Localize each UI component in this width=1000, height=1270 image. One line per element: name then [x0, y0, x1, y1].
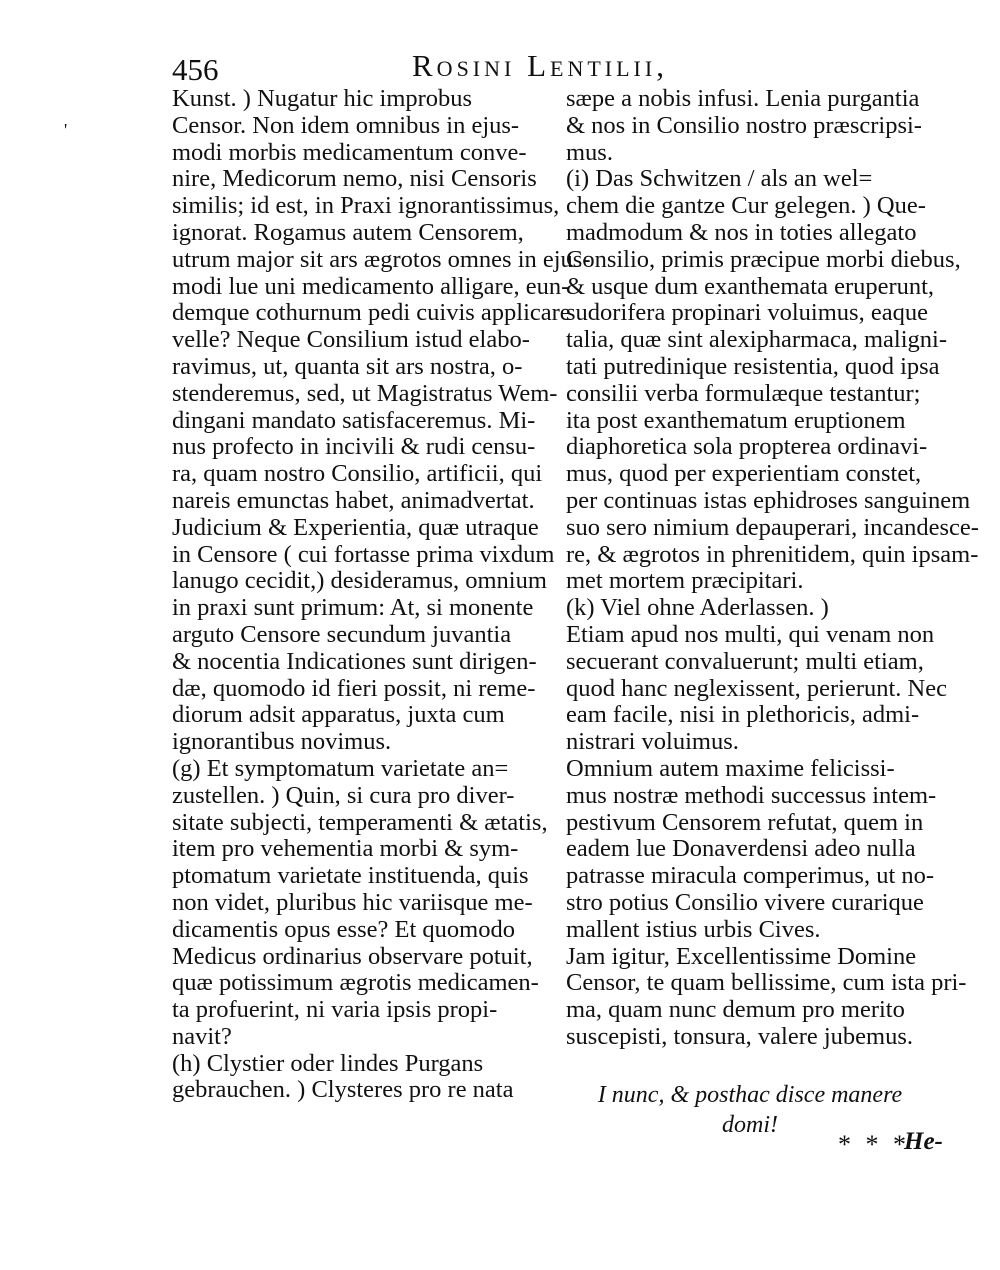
- text-line: sudorifera propinari voluimus, eaque: [566, 299, 928, 327]
- text-line: lanugo cecidit,) desideramus, omnium: [172, 567, 547, 595]
- text-line: consilii verba formulæque testantur;: [566, 379, 921, 407]
- text-line: modi morbis medicamentum conve-: [172, 138, 527, 166]
- text-line: eadem lue Donaverdensi adeo nulla: [566, 835, 916, 863]
- text-line: suscepisti, tonsura, valere jubemus.: [566, 1022, 914, 1050]
- text-line: dæ, quomodo id fieri possit, ni reme-: [172, 674, 536, 702]
- text-line: secuerant convaluerunt; multi etiam,: [566, 647, 924, 675]
- catchword: He-: [904, 1128, 943, 1155]
- text-line: navit?: [172, 1022, 232, 1050]
- text-line: (k) Viel ohne Aderlassen. ): [566, 594, 829, 622]
- text-line: non videt, pluribus hic variisque me-: [172, 888, 533, 916]
- text-line: sæpe a nobis infusi. Lenia purgantia: [566, 85, 920, 112]
- right-column: [566, 85, 979, 1051]
- text-line: Kunst. ) Nugatur hic improbus: [172, 85, 473, 112]
- asterism: * * *: [838, 1130, 910, 1159]
- text-line: madmodum & nos in toties allegato: [566, 218, 917, 246]
- text-line: Jam igitur, Excellentissime Domine: [566, 942, 917, 970]
- text-line: eam facile, nisi in plethoricis, admi-: [566, 701, 920, 729]
- text-line: pestivum Censorem refutat, quem in: [566, 808, 924, 836]
- text-line: quæ potissimum ægrotis medicamen-: [172, 969, 539, 997]
- text-line: in praxi sunt primum: At, si monente: [172, 594, 534, 622]
- text-line: similis; id est, in Praxi ignorantissimus,: [172, 192, 560, 220]
- text-line: re, & ægrotos in phrenitidem, quin ipsam-: [566, 540, 979, 568]
- text-line: quod hanc neglexissent, perierunt. Nec: [566, 674, 947, 702]
- text-line: diaphoretica sola propterea ordinavi-: [566, 433, 928, 461]
- text-line: Medicus ordinarius observare potuit,: [172, 942, 533, 970]
- text-line: ptomatum varietate instituenda, quis: [172, 862, 529, 890]
- text-line: stenderemus, sed, ut Magistratus Wem-: [172, 379, 558, 407]
- text-line: chem die gantze Cur gelegen. ) Que-: [566, 192, 926, 220]
- text-line: Etiam apud nos multi, qui venam non: [566, 620, 935, 648]
- text-line: ra, quam nostro Consilio, artificii, qui: [172, 460, 543, 488]
- text-line: Omnium autem maxime felicissi-: [566, 754, 895, 782]
- text-line: ta profuerint, ni varia ipsis propi-: [172, 996, 498, 1024]
- text-line: mus, quod per experientiam constet,: [566, 460, 922, 488]
- text-line: sitate subjecti, temperamenti & ætatis,: [172, 808, 548, 836]
- text-line: utrum major sit ars ægrotos omnes in ejus-: [172, 245, 591, 273]
- text-line: nus profecto in incivili & rudi censu-: [172, 433, 536, 461]
- text-line: (i) Das Schwitzen / als an wel=: [566, 165, 873, 193]
- text-line: velle? Neque Consilium istud elabo-: [172, 326, 530, 354]
- text-line: ita post exanthematum eruptionem: [566, 406, 906, 434]
- text-line: talia, quæ sint alexipharmaca, maligni-: [566, 326, 947, 354]
- text-line: item pro vehementia morbi & sym-: [172, 835, 519, 863]
- text-line: per continuas istas ephidroses sanguinem: [566, 486, 971, 514]
- closing-line-1: I nunc, & posthac disce manere: [597, 1082, 903, 1108]
- text-line: in Censore ( cui fortasse prima vixdum: [172, 540, 555, 568]
- margin-mark: ': [64, 120, 68, 140]
- text-line: stro potius Consilio vivere curarique: [566, 888, 924, 916]
- text-line: Judicium & Experientia, quæ utraque: [172, 513, 539, 541]
- left-column: [172, 85, 591, 1104]
- text-line: arguto Censore secundum juvantia: [172, 620, 512, 648]
- text-line: mallent istius urbis Cives.: [566, 915, 821, 943]
- text-line: dicamentis opus esse? Et quomodo: [172, 915, 515, 943]
- text-line: Consilio, primis præcipue morbi diebus,: [566, 245, 961, 273]
- running-title: Rosini Lentilii,: [412, 48, 668, 83]
- text-line: dingani mandato satisfaceremus. Mi-: [172, 406, 536, 434]
- closing-line-2: domi!: [722, 1112, 778, 1138]
- text-line: gebrauchen. ) Clysteres pro re nata: [172, 1076, 514, 1104]
- text-line: modi lue uni medicamento alligare, eun-: [172, 272, 570, 300]
- text-line: nire, Medicorum nemo, nisi Censoris: [172, 165, 537, 193]
- text-line: Censor. Non idem omnibus in ejus-: [172, 111, 520, 139]
- text-line: ignorantibus novimus.: [172, 728, 392, 756]
- text-line: Censor, te quam bellissime, cum ista pri-: [566, 969, 967, 997]
- text-line: mus.: [566, 138, 613, 166]
- text-line: & nos in Consilio nostro præscripsi-: [566, 111, 922, 139]
- text-line: ma, quam nunc demum pro merito: [566, 996, 905, 1024]
- text-line: & nocentia Indicationes sunt dirigen-: [172, 647, 537, 675]
- text-line: (g) Et symptomatum varietate an=: [172, 754, 509, 782]
- text-line: demque cothurnum pedi cuivis applicare: [172, 299, 571, 327]
- text-line: mus nostræ methodi successus intem-: [566, 781, 937, 809]
- text-line: ravimus, ut, quanta sit ars nostra, o-: [172, 352, 523, 380]
- text-line: tati putredinique resistentia, quod ipsa: [566, 352, 940, 380]
- text-line: ignorat. Rogamus autem Censorem,: [172, 218, 524, 246]
- text-line: zustellen. ) Quin, si cura pro diver-: [172, 781, 515, 809]
- text-line: nareis emunctas habet, animadvertat.: [172, 486, 535, 514]
- text-line: diorum adsit apparatus, juxta cum: [172, 701, 505, 729]
- text-line: & usque dum exanthemata eruperunt,: [566, 272, 935, 300]
- page-number: 456: [172, 52, 219, 87]
- text-line: patrasse miracula comperimus, ut no-: [566, 862, 935, 890]
- text-line: suo sero nimium depauperari, incandesce-: [566, 513, 979, 541]
- text-line: (h) Clystier oder lindes Purgans: [172, 1049, 484, 1077]
- text-line: nistrari voluimus.: [566, 728, 739, 756]
- text-line: met mortem præcipitari.: [566, 567, 804, 595]
